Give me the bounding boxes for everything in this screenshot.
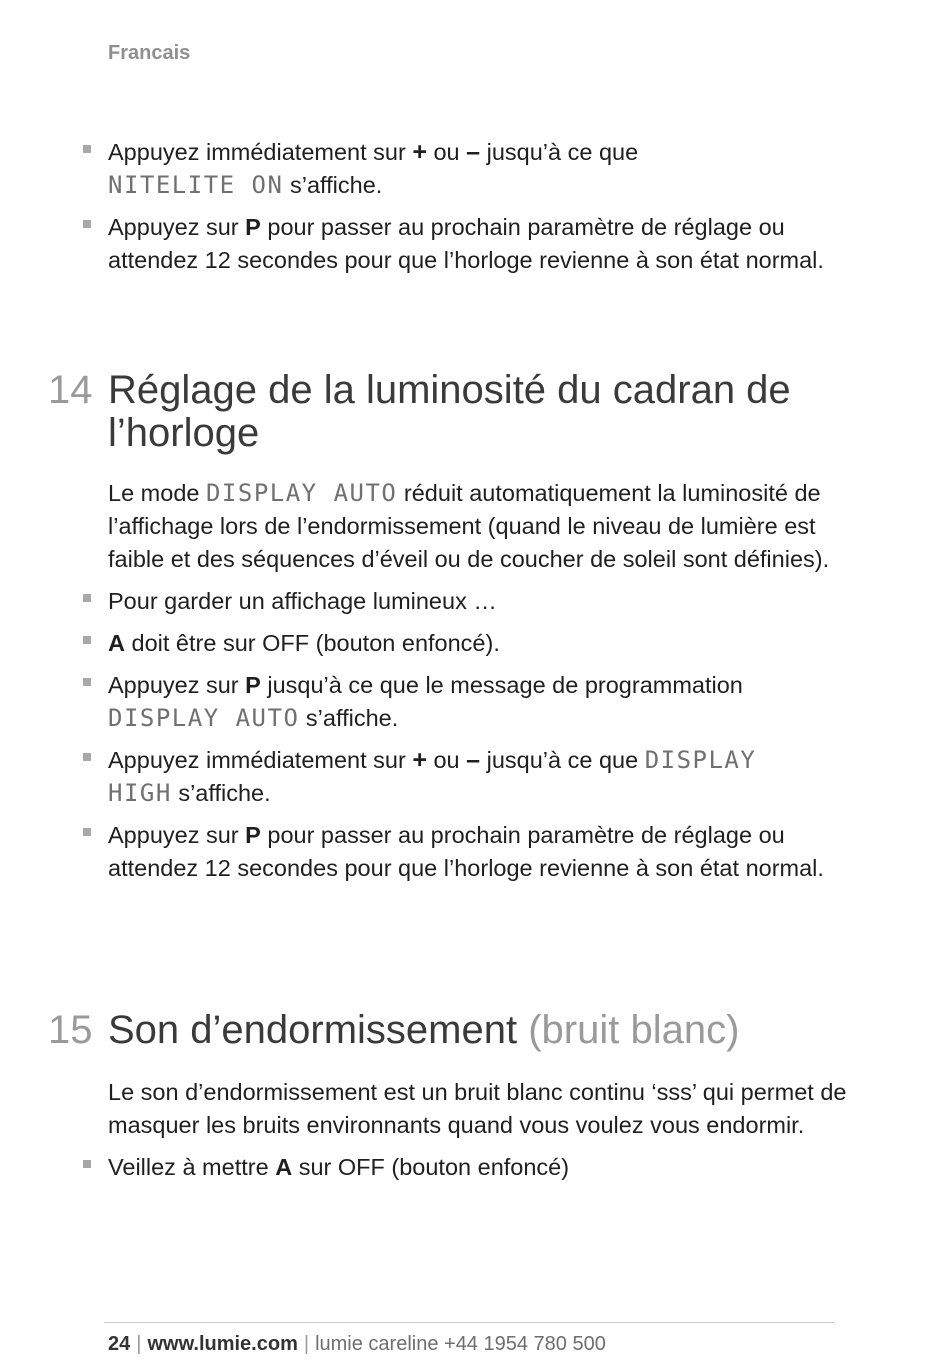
- section-number: 14: [48, 368, 93, 412]
- section-14-heading: [48, 369, 868, 455]
- plus-symbol: +: [412, 138, 427, 166]
- section-15-heading: [48, 1009, 868, 1052]
- section-number: 15: [48, 1008, 93, 1052]
- section-title: Son d’endormissement (bruit blanc): [108, 1008, 740, 1052]
- website-link[interactable]: www.lumie.com: [147, 1333, 298, 1355]
- bullet-icon: [83, 220, 91, 228]
- section-15-body: [108, 1076, 853, 1184]
- bullet-icon: [83, 753, 91, 761]
- bullet-icon: [83, 145, 91, 153]
- lcd-text: DISPLAY AUTO: [108, 704, 300, 732]
- plus-symbol: +: [412, 746, 427, 774]
- lcd-text: NITELITE ON: [108, 171, 284, 199]
- section-paragraph: Le mode DISPLAY AUTO réduit automatiquement la luminosité de l’affichage lors de l’endormissement (quand le niveau de lumière est faible et des séquences d’éveil ou de coucher de soleil sont définies).: [108, 479, 830, 572]
- minus-symbol: –: [466, 746, 481, 774]
- intro-list: [108, 136, 853, 277]
- page-number: 24: [108, 1333, 131, 1355]
- list-item: Veillez à mettre A sur OFF (bouton enfoncé): [108, 1151, 853, 1184]
- section-14-body: [108, 477, 853, 885]
- list-item: Appuyez sur P pour passer au prochain paramètre de réglage ou attendez 12 secondes pour que l’horloge revienne à son état normal.: [108, 819, 853, 885]
- bullet-icon: [83, 594, 91, 602]
- lcd-text: HIGH: [108, 779, 172, 807]
- bullet-icon: [83, 636, 91, 644]
- minus-symbol: –: [466, 138, 481, 166]
- list-item: Appuyez sur P jusqu’à ce que le message de programmation DISPLAY AUTO s’affiche.: [108, 669, 853, 735]
- bullet-icon: [83, 678, 91, 686]
- footer-divider: [104, 1322, 834, 1323]
- header-language: Francais: [108, 42, 191, 64]
- careline-text: lumie careline +44 1954 780 500: [315, 1333, 606, 1355]
- lcd-text: DISPLAY: [644, 746, 757, 774]
- bullet-icon: [83, 1160, 91, 1168]
- list-item: Pour garder un affichage lumineux …: [108, 585, 853, 618]
- list-item: A doit être sur OFF (bouton enfoncé).: [108, 627, 853, 660]
- list-item: Appuyez immédiatement sur + ou – jusqu’à ce que DISPLAY HIGH s’affiche.: [108, 744, 853, 810]
- section-title: Réglage de la luminosité du cadran de l’horloge: [108, 368, 791, 455]
- bullet-icon: [83, 828, 91, 836]
- list-item: Appuyez immédiatement sur + ou – jusqu’à ce que NITELITE ON s’affiche.: [108, 136, 853, 202]
- section-paragraph: Le son d’endormissement est un bruit blanc continu ‘sss’ qui permet de masquer les bruits environnants quand vous voulez vous endormir.: [108, 1079, 847, 1138]
- list-item: Appuyez sur P pour passer au prochain paramètre de réglage ou attendez 12 secondes pour que l’horloge revienne à son état normal.: [108, 211, 853, 277]
- lcd-text: DISPLAY AUTO: [205, 479, 398, 507]
- section-title-parenthetical: (bruit blanc): [528, 1008, 740, 1052]
- footer: 24 | www.lumie.com | lumie careline +44 1954 780 500: [108, 1333, 606, 1355]
